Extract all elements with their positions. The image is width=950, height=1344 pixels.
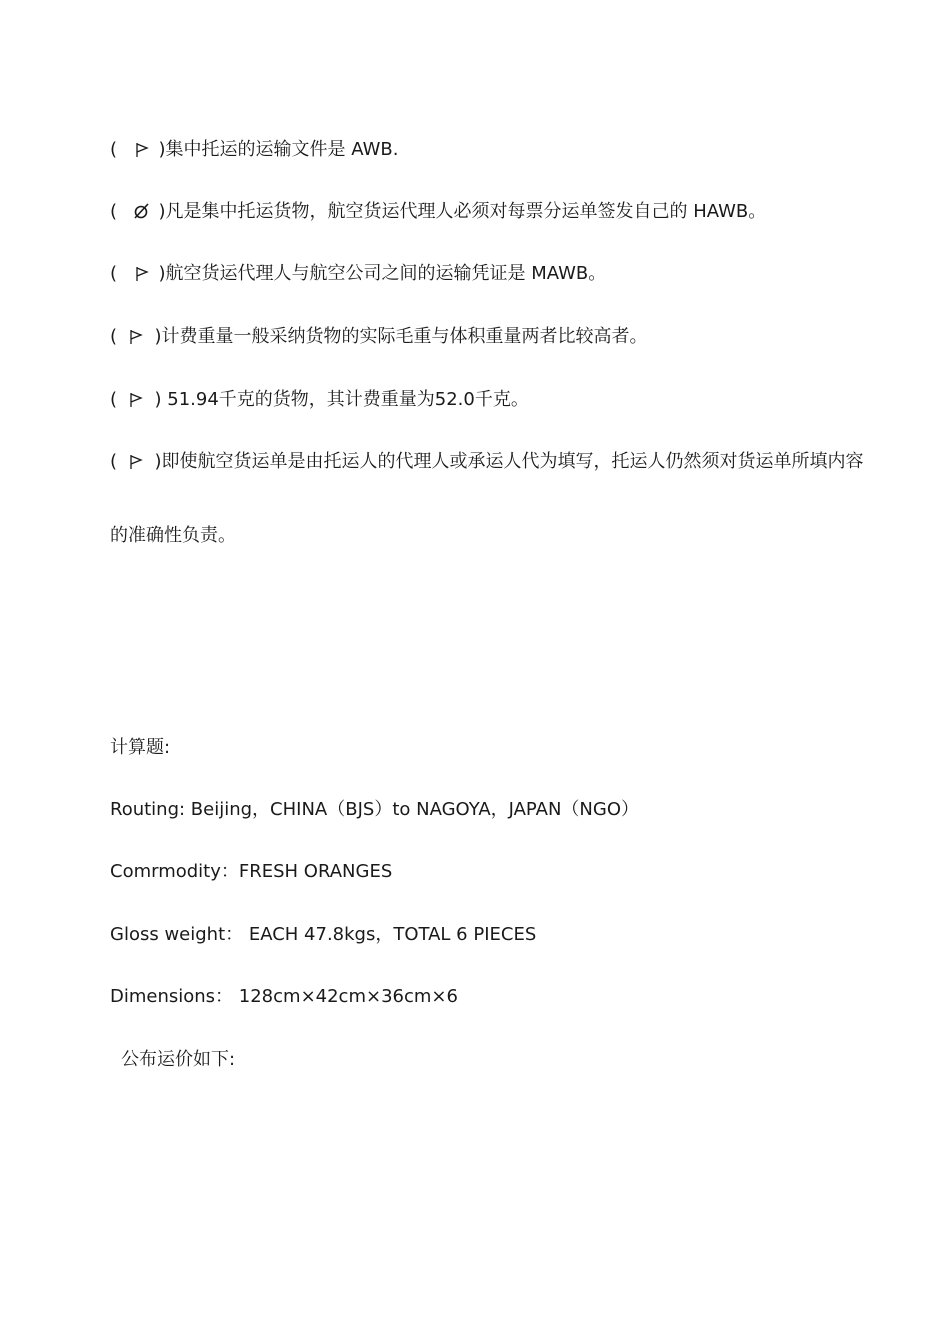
question-3 bbox=[110, 262, 606, 286]
flag-icon bbox=[123, 388, 149, 412]
flag-icon bbox=[131, 138, 153, 162]
open-paren: ( bbox=[110, 201, 118, 222]
question-text: )凡是集中托运货物，航空货运代理人必须对每票分运单签发自己的 HAWB。 bbox=[158, 201, 767, 222]
question-text: ) 51.94千克的货物，其计费重量为52.0千克。 bbox=[154, 389, 529, 410]
cross-icon bbox=[131, 200, 153, 224]
gross-weight-line: Gloss weight： EACH 47.8kgs，TOTAL 6 PIECES bbox=[110, 924, 537, 945]
question-text-continuation: 的准确性负责。 bbox=[110, 525, 236, 546]
open-paren: ( bbox=[110, 326, 118, 347]
question-text: )航空货运代理人与航空公司之间的运输凭证是 MAWB。 bbox=[158, 263, 607, 284]
open-paren: ( bbox=[110, 263, 118, 284]
commodity-line: Comrmodity：FRESH ORANGES bbox=[110, 861, 393, 882]
question-text: )计费重量一般采纳货物的实际毛重与体积重量两者比较高者。 bbox=[154, 326, 648, 347]
routing-line: Routing: Beijing，CHINA（BJS）to NAGOYA，JAPAN（NGO） bbox=[110, 799, 639, 820]
flag-icon bbox=[123, 450, 149, 474]
open-paren: ( bbox=[110, 139, 118, 160]
calc-heading: 计算题: bbox=[110, 737, 171, 758]
rates-intro-line: 公布运价如下: bbox=[121, 1049, 236, 1070]
open-paren: ( bbox=[110, 389, 118, 410]
flag-icon bbox=[131, 262, 153, 286]
question-1 bbox=[110, 138, 398, 162]
question-6 bbox=[110, 450, 864, 474]
question-5 bbox=[110, 388, 529, 412]
question-6-continuation bbox=[110, 524, 236, 548]
question-4 bbox=[110, 325, 648, 349]
question-2 bbox=[110, 200, 766, 224]
question-text: )集中托运的运输文件是 AWB. bbox=[158, 139, 399, 160]
question-text: )即使航空货运单是由托运人的代理人或承运人代为填写，托运人仍然须对货运单所填内容 bbox=[154, 451, 864, 472]
flag-icon bbox=[123, 325, 149, 349]
open-paren: ( bbox=[110, 451, 118, 472]
dimensions-line: Dimensions： 128cm×42cm×36cm×6 bbox=[110, 986, 458, 1007]
